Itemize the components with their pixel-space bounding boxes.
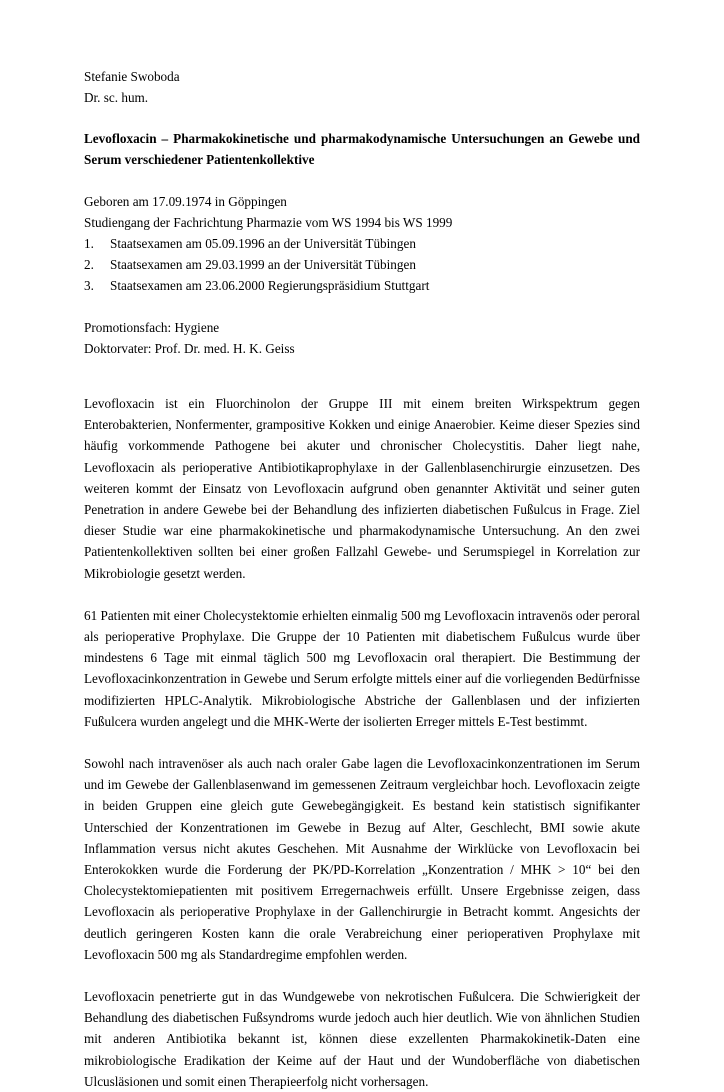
exam-number: 3. — [84, 278, 94, 293]
biography-block — [84, 191, 640, 296]
author-name: Stefanie Swoboda — [84, 69, 180, 84]
abstract-paragraph-1: Levofloxacin ist ein Fluorchinolon der Gruppe III mit einem breiten Wirkspektrum gegen Enterobakterien, Nonfermenter, grampositive Kokken und einige Anaerobier. Keime dieser Spezies sind häufig vorkommende Pathogene bei akuter und chronischer Cholecystitis. Daher liegt nahe, Levofloxacin als perioperative Antibiotikaprophylaxe in der Gallenblasenchirurgie einzusetzen. Des weiteren kommt der Einsatz von Levofloxacin aufgrund oben genannter Aktivität und seiner guten Penetration in andere Gewebe bei der Behandlung des infizierten diabetischen Fußulcus in Frage. Ziel dieser Studie war eine pharmakokinetische und pharmakodynamische Untersuchung. An den zwei Patientenkollektiven sollten bei einer großen Fallzahl Gewebe- und Serumspiegel in Korrelation zur Mikrobiologie gesetzt werden. — [84, 396, 640, 581]
abstract-paragraph-2: 61 Patienten mit einer Cholecystektomie erhielten einmalig 500 mg Levofloxacin intravenös oder peroral als perioperative Prophylaxe. Die Gruppe der 10 Patienten mit diabetischem Fußulcus wurde über mindestens 6 Tage mit einmal täglich 500 mg Levofloxacin oral therapiert. Die Bestimmung der Levofloxacinkonzentration in Gewebe und Serum erfolgte mittels einer auf die vorliegenden Bedürfnisse modifizierten HPLC-Analytik. Mikrobiologische Abstriche der Gallenblasen und der infizierten Fußulcera wurden angelegt und die MHK-Werte der isolierten Erreger mittels E-Test bestimmt. — [84, 607, 640, 729]
exam-number: 2. — [84, 257, 94, 272]
exam-text: Staatsexamen am 23.06.2000 Regierungspräsidium Stuttgart — [110, 278, 430, 293]
list-item — [84, 233, 640, 254]
page-title: Levofloxacin – Pharmakokinetische und pharmakodynamische Untersuchungen an Gewebe und Serum verschiedener Patientenkollektive — [84, 131, 640, 167]
list-item — [84, 254, 640, 275]
abstract-block — [84, 393, 640, 1092]
document-body — [84, 66, 640, 1092]
exam-text: Staatsexamen am 29.03.1999 an der Universität Tübingen — [110, 257, 416, 272]
promotion-block — [84, 317, 640, 359]
exam-number: 1. — [84, 236, 94, 251]
abstract-paragraph-3: Sowohl nach intravenöser als auch nach oraler Gabe lagen die Levofloxacinkonzentrationen im Serum und im Gewebe der Gallenblasenwand im gemessenen Zeitraum vergleichbar hoch. Levofloxacin zeigte in beiden Gruppen eine gleich gute Gewebegängigkeit. Es bestand kein statistisch signifikanter Unterschied der Konzentrationen im Gewebe in Bezug auf Alter, Geschlecht, BMI sowie akute Inflammation versus nicht akutes Geschehen. Mit Ausnahme der Wirklücke von Levofloxacin bei Enterokokken wurde die Forderung der PK/PD-Korrelation „Konzentration / MHK > 10“ bei den Cholecystektomiepatienten mit positivem Erregernachweis erfüllt. Unsere Ergebnisse zeigen, dass Levofloxacin als perioperative Prophylaxe in der Gallenchirurgie in Betracht kommt. Angesichts der deutlich geringeren Kosten kann die orale Verabreichung einer perioperativen Prophylaxe mit Levofloxacin 500 mg als Standardregime empfohlen werden. — [84, 756, 640, 962]
list-item — [84, 275, 640, 296]
birth-line: Geboren am 17.09.1974 in Göppingen — [84, 194, 287, 209]
author-block — [84, 66, 640, 108]
studies-line: Studiengang der Fachrichtung Pharmazie vom WS 1994 bis WS 1999 — [84, 215, 453, 230]
promotion-subject: Promotionsfach: Hygiene — [84, 320, 220, 335]
author-degree: Dr. sc. hum. — [84, 90, 149, 105]
exam-list — [84, 233, 640, 296]
promotion-supervisor: Doktorvater: Prof. Dr. med. H. K. Geiss — [84, 341, 295, 356]
exam-text: Staatsexamen am 05.09.1996 an der Universität Tübingen — [110, 236, 416, 251]
abstract-paragraph-4: Levofloxacin penetrierte gut in das Wundgewebe von nekrotischen Fußulcera. Die Schwierigkeit der Behandlung des diabetischen Fußsyndroms wurde jedoch auch hier deutlich. Wie von ähnlichen Studien mit anderen Antibiotika bekannt ist, können diese exzellenten Pharmakokinetik-Daten eine mikrobiologische Eradikation der Keime auf der Haut und der Wundoberfläche von diabetischen Ulcusläsionen und somit einen Therapieerfolg nicht vorhersagen. — [84, 989, 640, 1089]
